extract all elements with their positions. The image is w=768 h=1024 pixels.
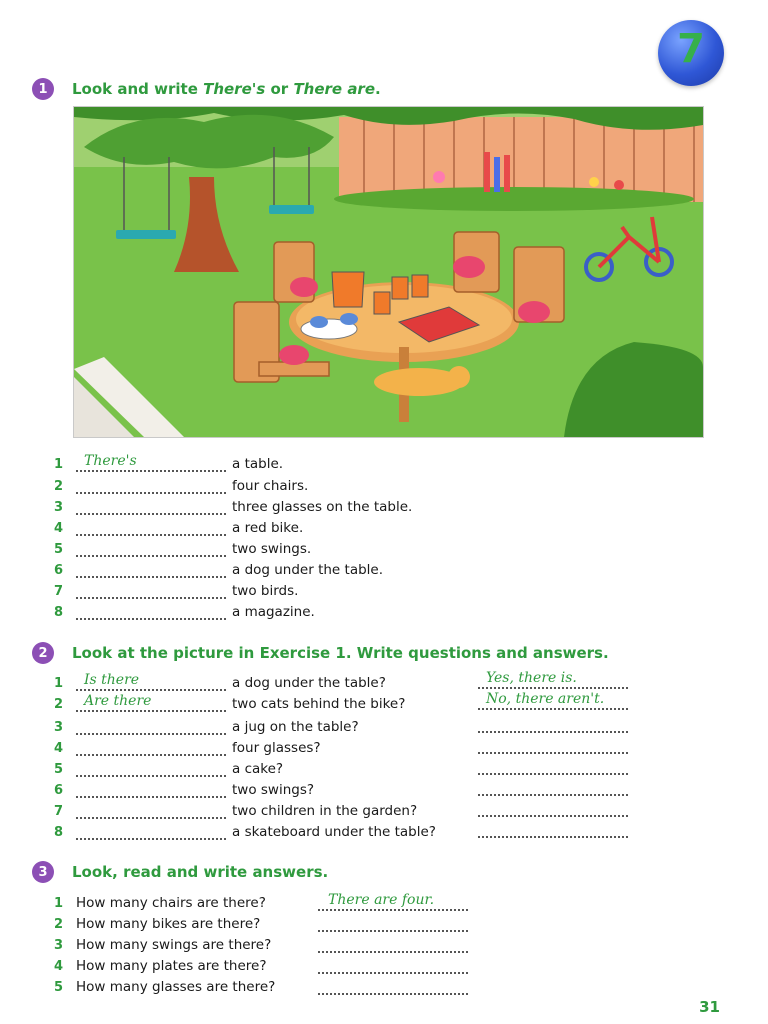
question-text: How many plates are there? [76,958,267,974]
ex2-answer-7[interactable] [478,797,628,817]
question-text: How many glasses are there? [76,979,276,995]
item-number: 8 [54,605,64,620]
item-text: three glasses on the table. [232,499,413,515]
item-number: 5 [54,980,64,995]
item-number: 7 [54,584,64,599]
item-number: 6 [54,783,64,798]
exercise-3-title: Look, read and write answers. [72,863,329,881]
item-text: a magazine. [232,604,315,620]
handwritten-answer: Yes, there is. [486,670,577,686]
answer-blank[interactable] [76,558,226,578]
ex3-item-3 [54,933,316,953]
exercise-3-number: 3 [32,861,54,883]
ex1-item-6 [54,558,383,578]
handwritten-answer: There are four. [328,892,435,908]
item-text: a cake? [232,761,284,777]
item-number: 2 [54,917,64,932]
item-number: 2 [54,697,64,712]
item-text: two swings. [232,541,312,557]
answer-blank[interactable] [76,495,226,515]
item-number: 6 [54,563,64,578]
answer-blank[interactable] [76,600,226,620]
handwritten-answer: No, there aren't. [486,691,605,707]
question-blank[interactable] [76,778,226,798]
ex2-answer-8[interactable] [478,818,628,838]
item-text: four glasses? [232,740,321,756]
item-number: 8 [54,825,64,840]
item-number: 4 [54,521,64,536]
answer-blank[interactable] [318,954,468,974]
ex1-item-4 [54,516,303,536]
question-blank[interactable] [76,692,226,712]
item-text: a jug on the table? [232,719,359,735]
exercise-3-heading [32,860,328,884]
item-text: a dog under the table? [232,675,386,691]
item-number: 3 [54,500,64,515]
item-text: two cats behind the bike? [232,696,406,712]
answer-blank[interactable] [318,975,468,995]
item-text: a red bike. [232,520,304,536]
question-text: How many swings are there? [76,937,272,953]
item-number: 5 [54,542,64,557]
question-blank[interactable] [76,820,226,840]
garden-illustration [73,106,704,438]
answer-blank[interactable] [76,474,226,494]
unit-badge [658,20,724,86]
handwritten-question: Are there [84,693,152,709]
exercise-2-title: Look at the picture in Exercise 1. Write questions and answers. [72,644,609,662]
question-blank[interactable] [76,799,226,819]
ex3-item-4 [54,954,316,974]
answer-blank[interactable] [76,579,226,599]
ex1-item-2 [54,474,308,494]
ex2-item-4 [54,736,321,756]
answer-blank[interactable] [318,933,468,953]
item-text: a dog under the table. [232,562,384,578]
item-text: two swings? [232,782,315,798]
ex3-item-2 [54,912,316,932]
ex2-item-6 [54,778,314,798]
ex2-answer-1[interactable] [478,669,628,689]
item-number: 2 [54,479,64,494]
ex2-item-8 [54,820,436,840]
ex2-answer-4[interactable] [478,734,628,754]
ex2-item-2 [54,692,405,712]
ex2-answer-2[interactable] [478,690,628,710]
ex3-item-1 [54,891,435,911]
item-text: a skateboard under the table? [232,824,436,840]
ex1-item-1 [54,452,283,472]
item-text: two birds. [232,583,299,599]
item-number: 4 [54,741,64,756]
answer-blank[interactable] [76,452,226,472]
item-text: four chairs. [232,478,309,494]
ex2-item-5 [54,757,283,777]
ex2-item-7 [54,799,417,819]
item-number: 5 [54,762,64,777]
question-text: How many chairs are there? [76,895,266,911]
exercise-1-title: Look and write There's or There are. [72,80,381,98]
ex2-answer-3[interactable] [478,713,628,733]
item-number: 3 [54,720,64,735]
ex1-item-3 [54,495,412,515]
ex1-item-5 [54,537,311,557]
ex1-item-8 [54,600,315,620]
item-number: 1 [54,896,64,911]
answer-blank[interactable] [76,537,226,557]
exercise-2-heading [32,641,609,665]
question-blank[interactable] [76,757,226,777]
ex3-item-5 [54,975,316,995]
item-number: 1 [54,676,64,691]
ex1-item-7 [54,579,298,599]
unit-number: 7 [677,26,705,72]
handwritten-answer: There's [84,453,137,469]
question-blank[interactable] [76,715,226,735]
item-number: 1 [54,457,64,472]
ex2-item-3 [54,715,359,735]
exercise-2-number: 2 [32,642,54,664]
item-number: 7 [54,804,64,819]
answer-blank[interactable] [318,891,468,911]
ex2-answer-6[interactable] [478,776,628,796]
item-number: 4 [54,959,64,974]
page-number: 31 [699,998,720,1016]
answer-blank[interactable] [76,516,226,536]
question-blank[interactable] [76,671,226,691]
exercise-1-heading [32,77,381,101]
handwritten-question: Is there [84,672,140,688]
question-blank[interactable] [76,736,226,756]
item-text: a table. [232,456,284,472]
answer-blank[interactable] [318,912,468,932]
item-text: two children in the garden? [232,803,418,819]
exercise-1-number: 1 [32,78,54,100]
question-text: How many bikes are there? [76,916,261,932]
ex2-answer-5[interactable] [478,755,628,775]
item-number: 3 [54,938,64,953]
